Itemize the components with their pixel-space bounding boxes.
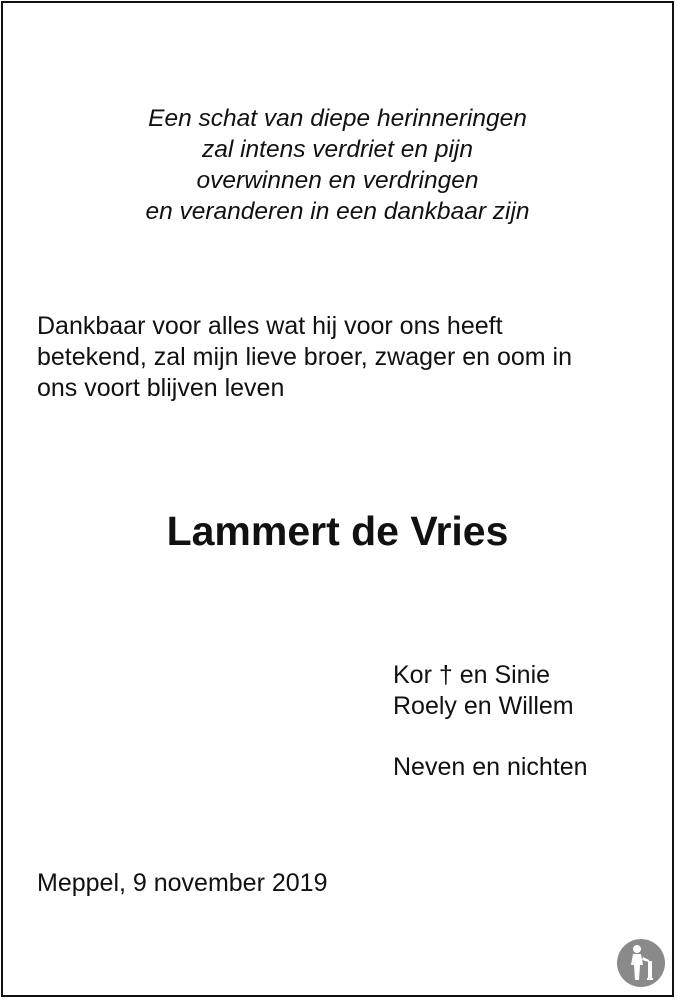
announcement-frame xyxy=(1,1,674,997)
intro-line: Dankbaar voor alles wat hij voor ons heeft xyxy=(37,312,503,340)
intro-line: betekend, zal mijn lieve broer, zwager en oom in xyxy=(37,343,573,371)
memorial-figure-icon xyxy=(616,938,666,988)
poem-line: zal intens verdriet en pijn xyxy=(201,136,473,163)
poem-line: en veranderen in een dankbaar zijn xyxy=(145,198,530,225)
poem-line: overwinnen en verdringen xyxy=(196,167,479,194)
poem-line: Een schat van diepe herinneringen xyxy=(148,105,527,132)
family-line: Roely en Willem xyxy=(393,692,574,720)
place-date: Meppel, 9 november 2019 xyxy=(37,869,328,897)
intro-line: ons voort blijven leven xyxy=(37,374,285,402)
deceased-name: Lammert de Vries xyxy=(166,508,509,554)
family-signatures xyxy=(393,660,588,783)
family-line: Neven en nichten xyxy=(393,753,588,781)
poem xyxy=(3,103,672,227)
family-spacer xyxy=(393,722,588,752)
intro-text xyxy=(37,311,647,404)
family-line: Kor † en Sinie xyxy=(393,661,551,689)
